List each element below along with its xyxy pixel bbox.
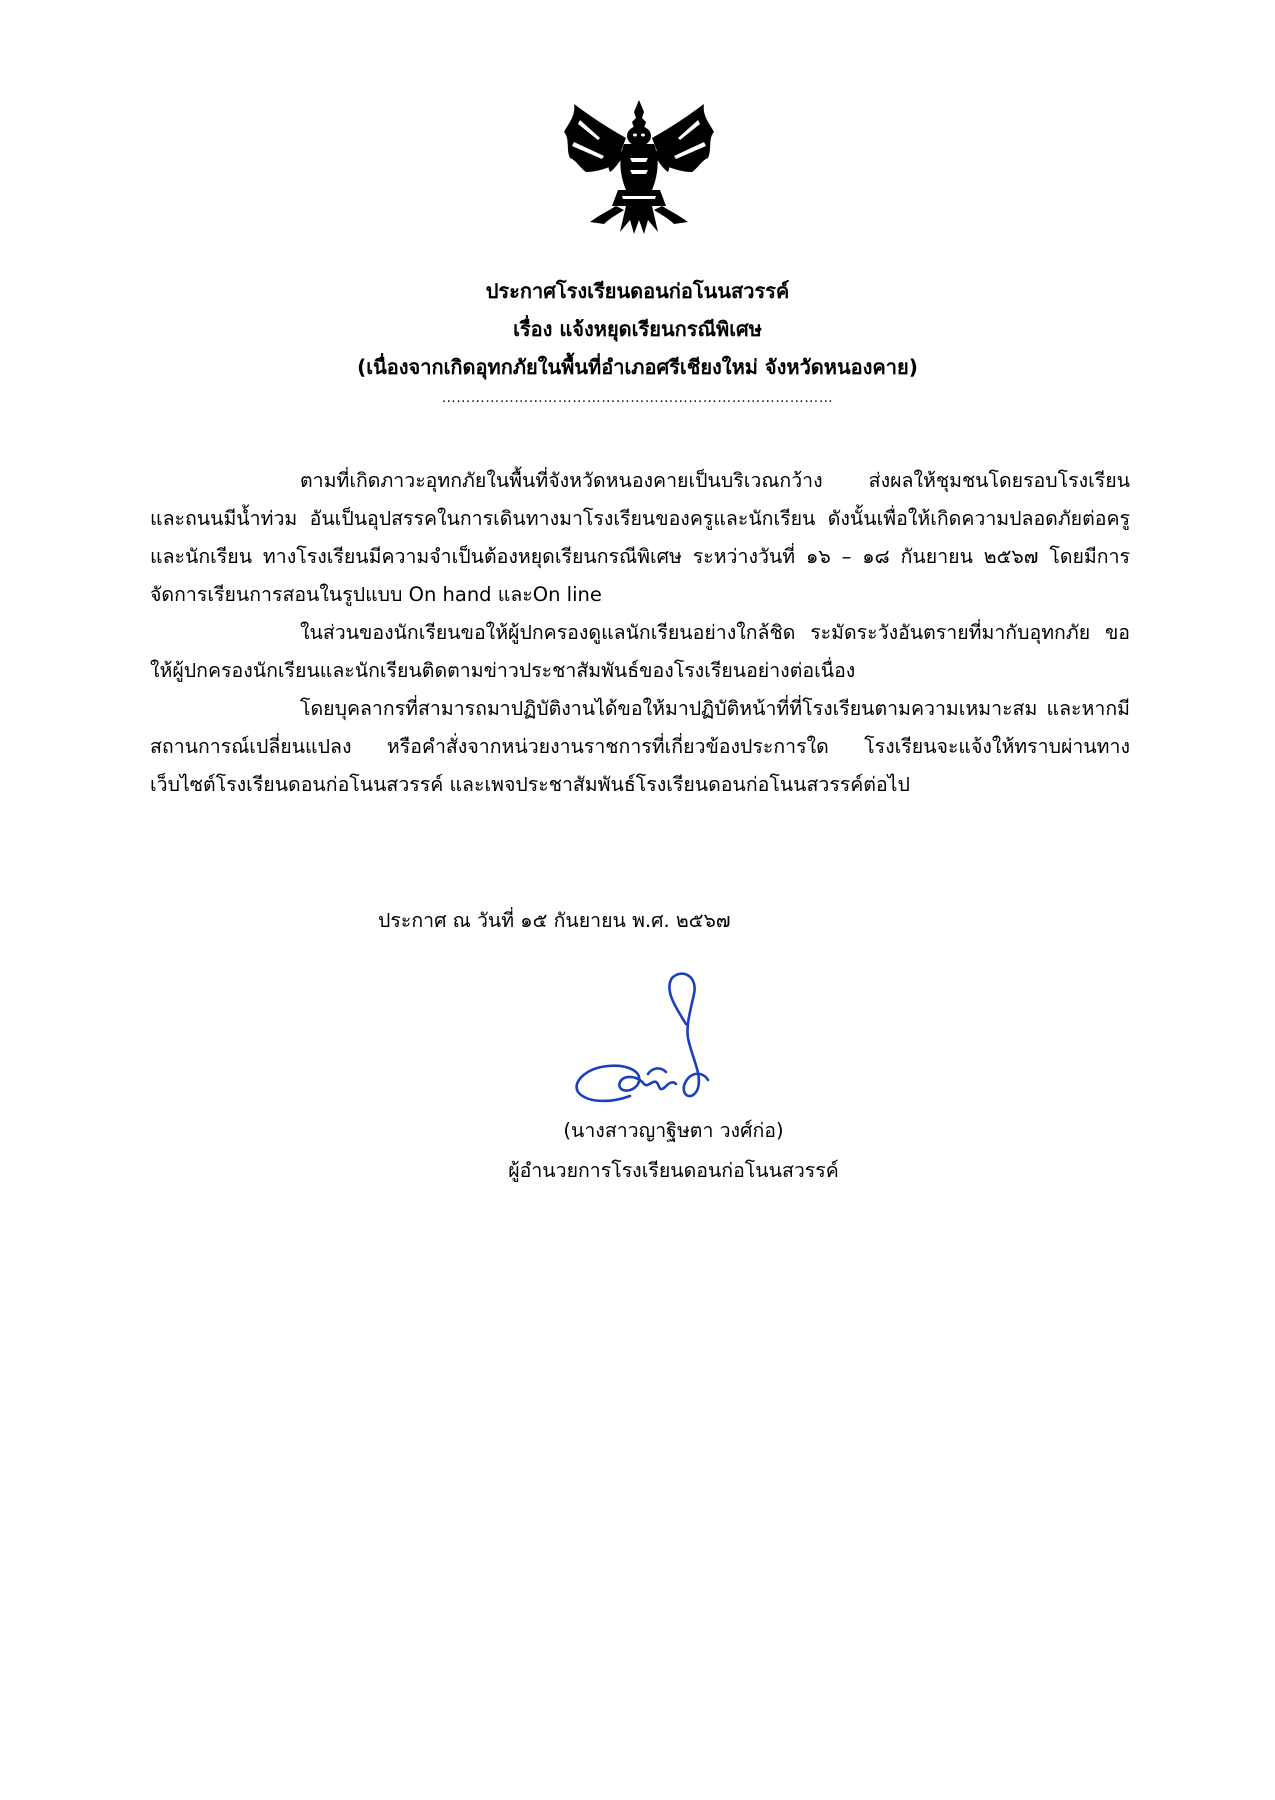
dotted-separator: ……………………………………………………………………… <box>441 390 834 406</box>
body-paragraph-3: โดยบุคลากรที่สามารถมาปฏิบัติงานได้ขอให้มาปฏิบัติหน้าที่ที่โรงเรียนตามความเหมาะสม และหากมีสถานการณ์เปลี่ยนแปลง หรือคำสั่งจากหน่วยงานราชการที่เกี่ยวข้องประการใด โรงเรียนจะแจ้งให้ทราบผ่านทางเว็บไซต์โรงเรียนดอนก่อโนนสวรรค์ และเพจประชาสัมพันธ์โรงเรียนดอนก่อโนนสวรรค์ต่อไป <box>150 697 1130 796</box>
announcement-date: ประกาศ ณ วันที่ ๑๕ กันยายน พ.ศ. ๒๕๖๗ <box>378 909 731 932</box>
body-paragraph-1: ตามที่เกิดภาวะอุทกภัยในพื้นที่จังหวัดหนองคายเป็นบริเวณกว้าง ส่งผลให้ชุมชนโดยรอบโรงเรียน และถนนมีน้ำท่วม อันเป็นอุปสรรคในการเดินทางมาโรงเรียนของครูและนักเรียน ดังนั้นเพื่อให้เกิดความปลอดภัยต่อครูและนักเรียน ทางโรงเรียนมีความจำเป็นต้องหยุดเรียนกรณีพิเศษ ระหว่างวันที่ ๑๖ – ๑๘ กันยายน ๒๕๖๗ โดยมีการจัดการเรียนการสอนในรูปแบบ On hand และOn line <box>150 469 1130 606</box>
announcement-subject: เรื่อง แจ้งหยุดเรียนกรณีพิเศษ <box>513 317 762 341</box>
announcement-reason: (เนื่องจากเกิดอุทกภัยในพื้นที่อำเภอศรีเชียงใหม่ จังหวัดหนองคาย) <box>357 355 918 379</box>
body-paragraph-2: ในส่วนของนักเรียนขอให้ผู้ปกครองดูแลนักเรียนอย่างใกล้ชิด ระมัดระวังอันตรายที่มากับอุทกภัย ขอให้ผู้ปกครองนักเรียนและนักเรียนติดตามข่าวประชาสัมพันธ์ของโรงเรียนอย่างต่อเนื่อง <box>150 621 1130 682</box>
signer-title: ผู้อำนวยการโรงเรียนดอนก่อโนนสวรรค์ <box>508 1159 839 1182</box>
signer-name: (นางสาวญาฐิษตา วงศ์ก่อ) <box>563 1119 784 1142</box>
announcement-title: ประกาศโรงเรียนดอนก่อโนนสวรรค์ <box>485 279 790 303</box>
handwritten-signature <box>568 968 758 1116</box>
garuda-emblem-icon <box>560 98 718 236</box>
